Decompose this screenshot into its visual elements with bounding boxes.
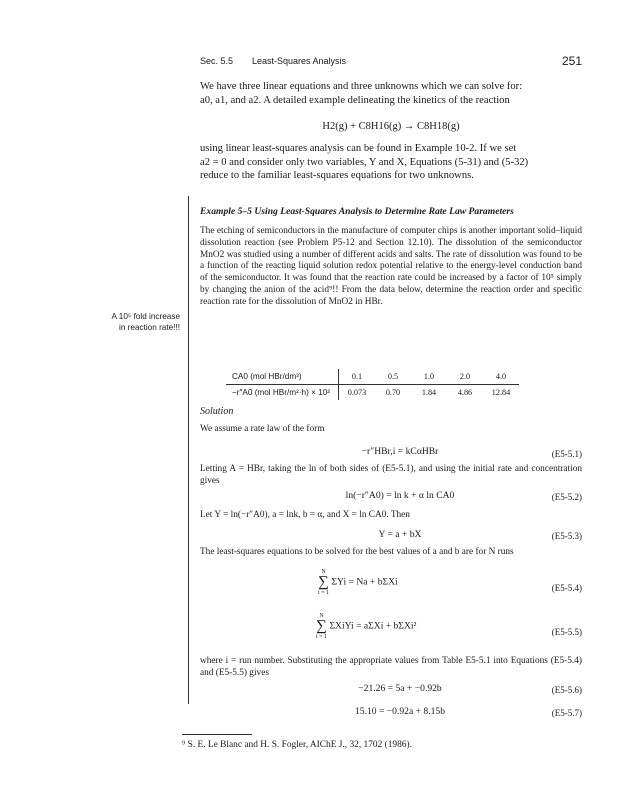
solution-text-4: The least-squares equations to be solved for the best values of a and b are for N runs [200, 547, 514, 557]
equation-e5-5-6: −21.26 = 5a + −0.92b [358, 683, 442, 694]
equation-e5-5-2: ln(−r″A0) = ln k + α ln CA0 [345, 490, 455, 501]
solution-text-5: where i = run number. Substituting the appropriate values from Table E5-5.1 into Equations (E5-5.4) and (E5-5.5) gives [200, 656, 582, 678]
table-row [226, 385, 519, 401]
margin-note-line-1: A 10⁵ fold increase [111, 312, 180, 321]
equation-text: ΣYi = Na + bΣXi [331, 576, 398, 588]
row2-label: −r″A0 (mol HBr/m²·h) × 10² [226, 385, 338, 401]
page-number: 251 [561, 54, 582, 68]
table-cell: 0.5 [375, 369, 411, 385]
equation-label: (E5-5.7) [551, 708, 582, 718]
intro-p2-line-1: using linear least-squares analysis can be found in Example 10-2. If we set [200, 143, 517, 154]
rate-data-table [226, 369, 519, 400]
table-cell: 12.84 [491, 388, 511, 397]
table-cell: 2.0 [447, 369, 483, 385]
intro-line-1: We have three linear equations and three unknowns which we can solve for: [200, 81, 523, 92]
intro-line-2: a0, a1, and a2. A detailed example delineating the kinetics of the reaction [200, 94, 510, 106]
equation-label: (E5-5.3) [551, 531, 582, 541]
intro-paragraph-1 [200, 80, 582, 107]
example-sidebar-rule [188, 196, 189, 704]
margin-note-line-2: in reaction rate!!! [119, 322, 180, 332]
example-paragraph: The etching of semiconductors in the manufacture of computer chips is another important solid–liquid dissolution reaction (see Problem P5-12 and Section 12.10). The dissolution of the semiconductor MnO2 was studied using a number of different acids and salts. The rate of dissolution was found to be a function of the reacting liquid solution redox potential relative to the energy-level conduction band of the semiconductor. It was found that the reaction rate could be increased by a factor of 10⁵ simply by changing the anion of the acid⁹!! From the data below, determine the reaction order and specific reaction rate for the dissolution of MnO2 in HBr. [200, 226, 582, 307]
header-title: Least-Squares Analysis [252, 56, 347, 66]
solution-text-1: We assume a rate law of the form [200, 424, 325, 434]
table-cell: 4.0 [483, 369, 519, 385]
margin-note [72, 312, 180, 333]
row1-label: CA0 (mol HBr/dm³) [226, 369, 338, 385]
equation-label: (E5-5.5) [551, 627, 582, 637]
table-cell: 0.073 [347, 388, 367, 397]
header-section: Sec. 5.5 [200, 56, 234, 66]
equation-e5-5-7: 15.10 = −0.92a + 8.15b [354, 706, 446, 717]
table-cell: 4.86 [457, 388, 473, 397]
intro-p2-line-3: reduce to the familiar least-squares equations for two unknowns. [200, 170, 474, 181]
equation-e5-5-5 [316, 612, 416, 641]
table-row [226, 369, 519, 385]
equation-e5-5-4 [318, 568, 398, 597]
equation-label: (E5-5.6) [551, 685, 582, 695]
equation-label: (E5-5.1) [551, 449, 582, 459]
equation-e5-5-3: Y = a + bX [378, 529, 422, 540]
reaction-equation: H2(g) + C8H16(g) → C8H18(g) [322, 121, 460, 132]
solution-text-3: Let Y = ln(−r″A0), a = lnk, b = α, and X = ln CA0. Then [200, 510, 410, 520]
table-cell: 1.84 [421, 388, 437, 397]
footnote-divider [182, 734, 252, 735]
example-title: Example 5–5 Using Least-Squares Analysis to Determine Rate Law Parameters [200, 206, 514, 217]
equation-e5-5-1: −r″HBr,i = kCαHBr [361, 446, 439, 457]
solution-heading: Solution [200, 406, 234, 417]
equation-text: ΣXiYi = aΣXi + bΣXi² [329, 620, 417, 632]
summation-symbol: N ∑ i = 1 [316, 613, 328, 640]
table-cell: 0.1 [338, 369, 375, 385]
intro-p2-line-2: a2 = 0 and consider only two variables, Y and X, Equations (5-31) and (5-32) [200, 156, 529, 168]
equation-label: (E5-5.4) [551, 583, 582, 593]
intro-paragraph-2 [200, 142, 582, 183]
table-cell: 1.0 [411, 369, 447, 385]
running-header [200, 54, 582, 70]
footnote: ⁹ S. E. Le Blanc and H. S. Fogler, AIChE J., 32, 1702 (1986). [182, 740, 412, 750]
solution-text-2: Letting A = HBr, taking the ln of both sides of (E5-5.1), and using the initial rate and concentration gives [200, 464, 582, 486]
table-cell: 0.70 [385, 388, 401, 397]
equation-label: (E5-5.2) [551, 492, 582, 502]
summation-symbol: N ∑ i = 1 [318, 569, 330, 596]
